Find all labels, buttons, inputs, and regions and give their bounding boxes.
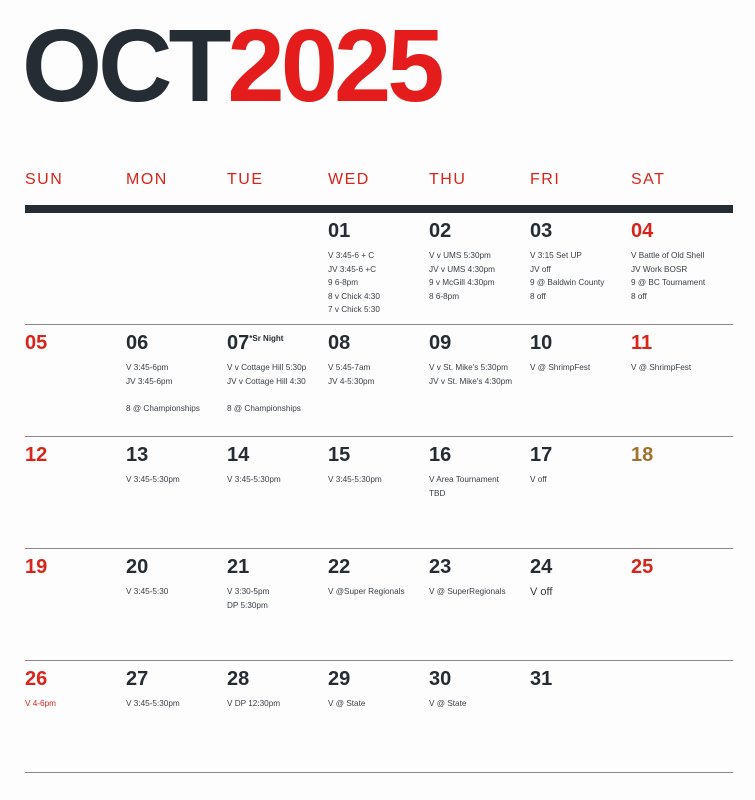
day-number-text: 04 bbox=[631, 220, 654, 242]
week-divider bbox=[25, 436, 733, 437]
event-list bbox=[631, 249, 732, 303]
event-item: V v UMS 5:30pm bbox=[429, 251, 491, 260]
weekday-wed: WED bbox=[328, 171, 370, 188]
event-list bbox=[631, 361, 732, 375]
event-list bbox=[328, 249, 429, 317]
day-number-text: 24 bbox=[530, 556, 553, 578]
event-item: JV 3:45-6 +C bbox=[328, 264, 377, 274]
event-item: V 3:45-5:30pm bbox=[227, 475, 281, 484]
day-number bbox=[227, 669, 328, 689]
event-list bbox=[328, 361, 429, 388]
day-cell bbox=[530, 333, 631, 375]
event-item: V 3:45-6pm bbox=[126, 363, 169, 372]
day-number bbox=[328, 669, 429, 689]
event-item: 9 6-8pm bbox=[328, 278, 359, 287]
day-number-text: 26 bbox=[25, 668, 48, 690]
day-number-text: 30 bbox=[429, 668, 452, 690]
day-number bbox=[227, 445, 328, 465]
day-number bbox=[126, 557, 227, 577]
day-cell bbox=[328, 333, 429, 388]
event-item: V v St. Mike's 5:30pm bbox=[429, 363, 508, 372]
event-item: 9 v McGill 4:30pm bbox=[429, 278, 495, 287]
event-list bbox=[530, 585, 631, 599]
calendar-title bbox=[22, 8, 441, 123]
day-cell bbox=[25, 557, 126, 585]
day-number bbox=[25, 333, 126, 353]
day-cell bbox=[530, 221, 631, 303]
day-number bbox=[126, 333, 227, 353]
week-divider bbox=[25, 772, 733, 773]
day-number bbox=[328, 557, 429, 577]
day-cell bbox=[227, 445, 328, 487]
day-cell bbox=[227, 557, 328, 612]
event-item: V 3:30-5pm bbox=[227, 587, 270, 596]
day-number bbox=[328, 445, 429, 465]
event-item: 8 v Chick 4:30 bbox=[328, 291, 380, 301]
day-number bbox=[530, 221, 631, 241]
event-item: V @ ShrimpFest bbox=[631, 363, 692, 372]
event-list bbox=[530, 361, 631, 375]
event-item: V 3:45-6 + C bbox=[328, 251, 375, 260]
day-number bbox=[429, 333, 530, 353]
day-number bbox=[429, 557, 530, 577]
event-item bbox=[227, 388, 328, 402]
day-cell bbox=[429, 221, 530, 303]
day-number-text: 31 bbox=[530, 668, 553, 690]
day-tag: *Sr Night bbox=[249, 334, 284, 343]
event-item: V 3:15 Set UP bbox=[530, 251, 582, 260]
event-item: JV off bbox=[530, 264, 551, 274]
day-cell bbox=[126, 445, 227, 487]
day-cell bbox=[530, 557, 631, 599]
day-cell bbox=[530, 445, 631, 487]
day-number-text: 11 bbox=[631, 332, 653, 354]
event-item: JV v UMS 4:30pm bbox=[429, 264, 495, 274]
day-cell bbox=[25, 445, 126, 473]
day-number bbox=[227, 333, 328, 353]
weekday-mon: MON bbox=[126, 171, 168, 188]
day-cell bbox=[328, 445, 429, 487]
title-year: 2025 bbox=[227, 8, 441, 123]
day-number bbox=[328, 333, 429, 353]
day-number bbox=[25, 557, 126, 577]
event-item: 9 @ Baldwin County bbox=[530, 278, 605, 287]
header-divider bbox=[25, 205, 733, 213]
day-number-text: 28 bbox=[227, 668, 250, 690]
title-month: OCT bbox=[22, 8, 228, 123]
event-item: V @ SuperRegionals bbox=[429, 587, 506, 596]
day-number bbox=[328, 221, 429, 241]
event-list bbox=[126, 473, 227, 487]
day-cell bbox=[429, 445, 530, 500]
event-list bbox=[25, 697, 126, 711]
event-item: TBD bbox=[429, 488, 446, 498]
weekday-thu: THU bbox=[429, 171, 467, 188]
day-number-text: 19 bbox=[25, 556, 48, 578]
day-cell bbox=[530, 669, 631, 697]
day-cell bbox=[328, 557, 429, 599]
event-list bbox=[530, 473, 631, 487]
day-number-text: 23 bbox=[429, 556, 452, 578]
event-list bbox=[328, 697, 429, 711]
day-number-text: 01 bbox=[328, 220, 351, 242]
event-item: JV 3:45-6pm bbox=[126, 376, 173, 386]
event-item: JV v St. Mike's 4:30pm bbox=[429, 376, 513, 386]
event-item: V @ State bbox=[429, 699, 467, 708]
day-number bbox=[227, 557, 328, 577]
day-number-text: 03 bbox=[530, 220, 553, 242]
day-cell bbox=[429, 333, 530, 388]
day-number bbox=[25, 445, 126, 465]
weekday-sat: SAT bbox=[631, 171, 666, 188]
day-number-text: 12 bbox=[25, 444, 48, 466]
day-cell bbox=[631, 445, 732, 473]
day-number-text: 14 bbox=[227, 444, 250, 466]
day-number bbox=[631, 557, 732, 577]
day-number bbox=[530, 669, 631, 689]
day-cell bbox=[227, 333, 328, 415]
event-item: DP 5:30pm bbox=[227, 600, 268, 610]
event-list bbox=[227, 697, 328, 711]
day-number bbox=[429, 221, 530, 241]
day-number-text: 08 bbox=[328, 332, 351, 354]
event-item bbox=[126, 388, 227, 402]
event-item: V Battle of Old Shell bbox=[631, 251, 705, 260]
event-item: V 3:45-5:30 bbox=[126, 587, 169, 596]
day-number-text: 02 bbox=[429, 220, 452, 242]
week-divider bbox=[25, 324, 733, 325]
day-number-text: 22 bbox=[328, 556, 351, 578]
day-number-text: 17 bbox=[530, 444, 553, 466]
day-cell bbox=[126, 669, 227, 711]
day-cell bbox=[25, 669, 126, 711]
event-list bbox=[530, 249, 631, 303]
event-item: 8 6-8pm bbox=[429, 291, 460, 301]
day-number bbox=[429, 669, 530, 689]
week-divider bbox=[25, 660, 733, 661]
event-item: V @ ShrimpFest bbox=[530, 363, 591, 372]
event-item: V v Cottage Hill 5:30p bbox=[227, 363, 307, 372]
day-number bbox=[530, 557, 631, 577]
event-item: JV 4-5:30pm bbox=[328, 376, 375, 386]
weekday-tue: TUE bbox=[227, 171, 264, 188]
day-cell bbox=[631, 333, 732, 375]
event-item: 8 off bbox=[631, 291, 647, 301]
day-number bbox=[631, 221, 732, 241]
day-number bbox=[126, 669, 227, 689]
event-list bbox=[126, 361, 227, 415]
day-cell bbox=[631, 557, 732, 585]
day-number bbox=[631, 333, 732, 353]
day-number-text: 06 bbox=[126, 332, 149, 354]
day-number bbox=[25, 669, 126, 689]
day-number-text: 09 bbox=[429, 332, 452, 354]
event-item: V off bbox=[530, 586, 553, 598]
event-item: V @Super Regionals bbox=[328, 587, 405, 596]
event-list bbox=[429, 249, 530, 303]
day-cell bbox=[429, 669, 530, 711]
day-cell bbox=[126, 557, 227, 599]
event-list bbox=[126, 585, 227, 599]
event-item: V @ State bbox=[328, 699, 366, 708]
event-list bbox=[328, 585, 429, 599]
day-number-text: 29 bbox=[328, 668, 351, 690]
event-list bbox=[429, 585, 530, 599]
event-item: V Area Tournament bbox=[429, 475, 499, 484]
day-number-text: 21 bbox=[227, 556, 250, 578]
day-number bbox=[530, 445, 631, 465]
event-item: V 3:45-5:30pm bbox=[328, 475, 382, 484]
day-number bbox=[530, 333, 631, 353]
event-list bbox=[227, 473, 328, 487]
event-item: 7 v Chick 5:30 bbox=[328, 305, 380, 314]
event-list bbox=[429, 473, 530, 500]
day-number-text: 18 bbox=[631, 444, 654, 466]
day-cell bbox=[227, 669, 328, 711]
event-list bbox=[429, 361, 530, 388]
event-list bbox=[126, 697, 227, 711]
day-number-text: 20 bbox=[126, 556, 149, 578]
event-item: V 3:45-5:30pm bbox=[126, 699, 180, 708]
day-cell bbox=[429, 557, 530, 599]
day-number bbox=[429, 445, 530, 465]
day-cell bbox=[25, 333, 126, 361]
event-item: JV Work BOSR bbox=[631, 264, 688, 274]
day-number-text: 25 bbox=[631, 556, 654, 578]
day-number-text: 10 bbox=[530, 332, 553, 354]
day-cell bbox=[328, 221, 429, 317]
day-cell bbox=[631, 221, 732, 303]
day-number-text: 13 bbox=[126, 444, 149, 466]
day-number-text: 05 bbox=[25, 332, 48, 354]
day-number-text: 27 bbox=[126, 668, 149, 690]
day-number bbox=[631, 445, 732, 465]
event-item: V 5:45-7am bbox=[328, 363, 371, 372]
event-item: 8 @ Championships bbox=[227, 403, 301, 413]
event-list bbox=[328, 473, 429, 487]
event-item: V DP 12:30pm bbox=[227, 699, 281, 708]
event-item: 8 off bbox=[530, 291, 546, 301]
weekday-fri: FRI bbox=[530, 171, 561, 188]
event-list bbox=[227, 585, 328, 612]
week-divider bbox=[25, 548, 733, 549]
event-item: V off bbox=[530, 475, 547, 484]
event-item: V 3:45-5:30pm bbox=[126, 475, 180, 484]
day-number-text: 15 bbox=[328, 444, 351, 466]
event-list bbox=[429, 697, 530, 711]
day-number-text: 16 bbox=[429, 444, 452, 466]
event-item: JV v Cottage Hill 4:30 bbox=[227, 376, 306, 386]
day-number bbox=[126, 445, 227, 465]
event-item: V 4-6pm bbox=[25, 699, 56, 708]
event-item: 8 @ Championships bbox=[126, 403, 200, 413]
day-cell bbox=[328, 669, 429, 711]
event-list bbox=[227, 361, 328, 415]
day-number-text: 07 bbox=[227, 332, 250, 354]
day-cell bbox=[126, 333, 227, 415]
weekday-sun: SUN bbox=[25, 171, 64, 188]
event-item: 9 @ BC Tournament bbox=[631, 278, 706, 287]
weekday-header bbox=[25, 171, 735, 191]
